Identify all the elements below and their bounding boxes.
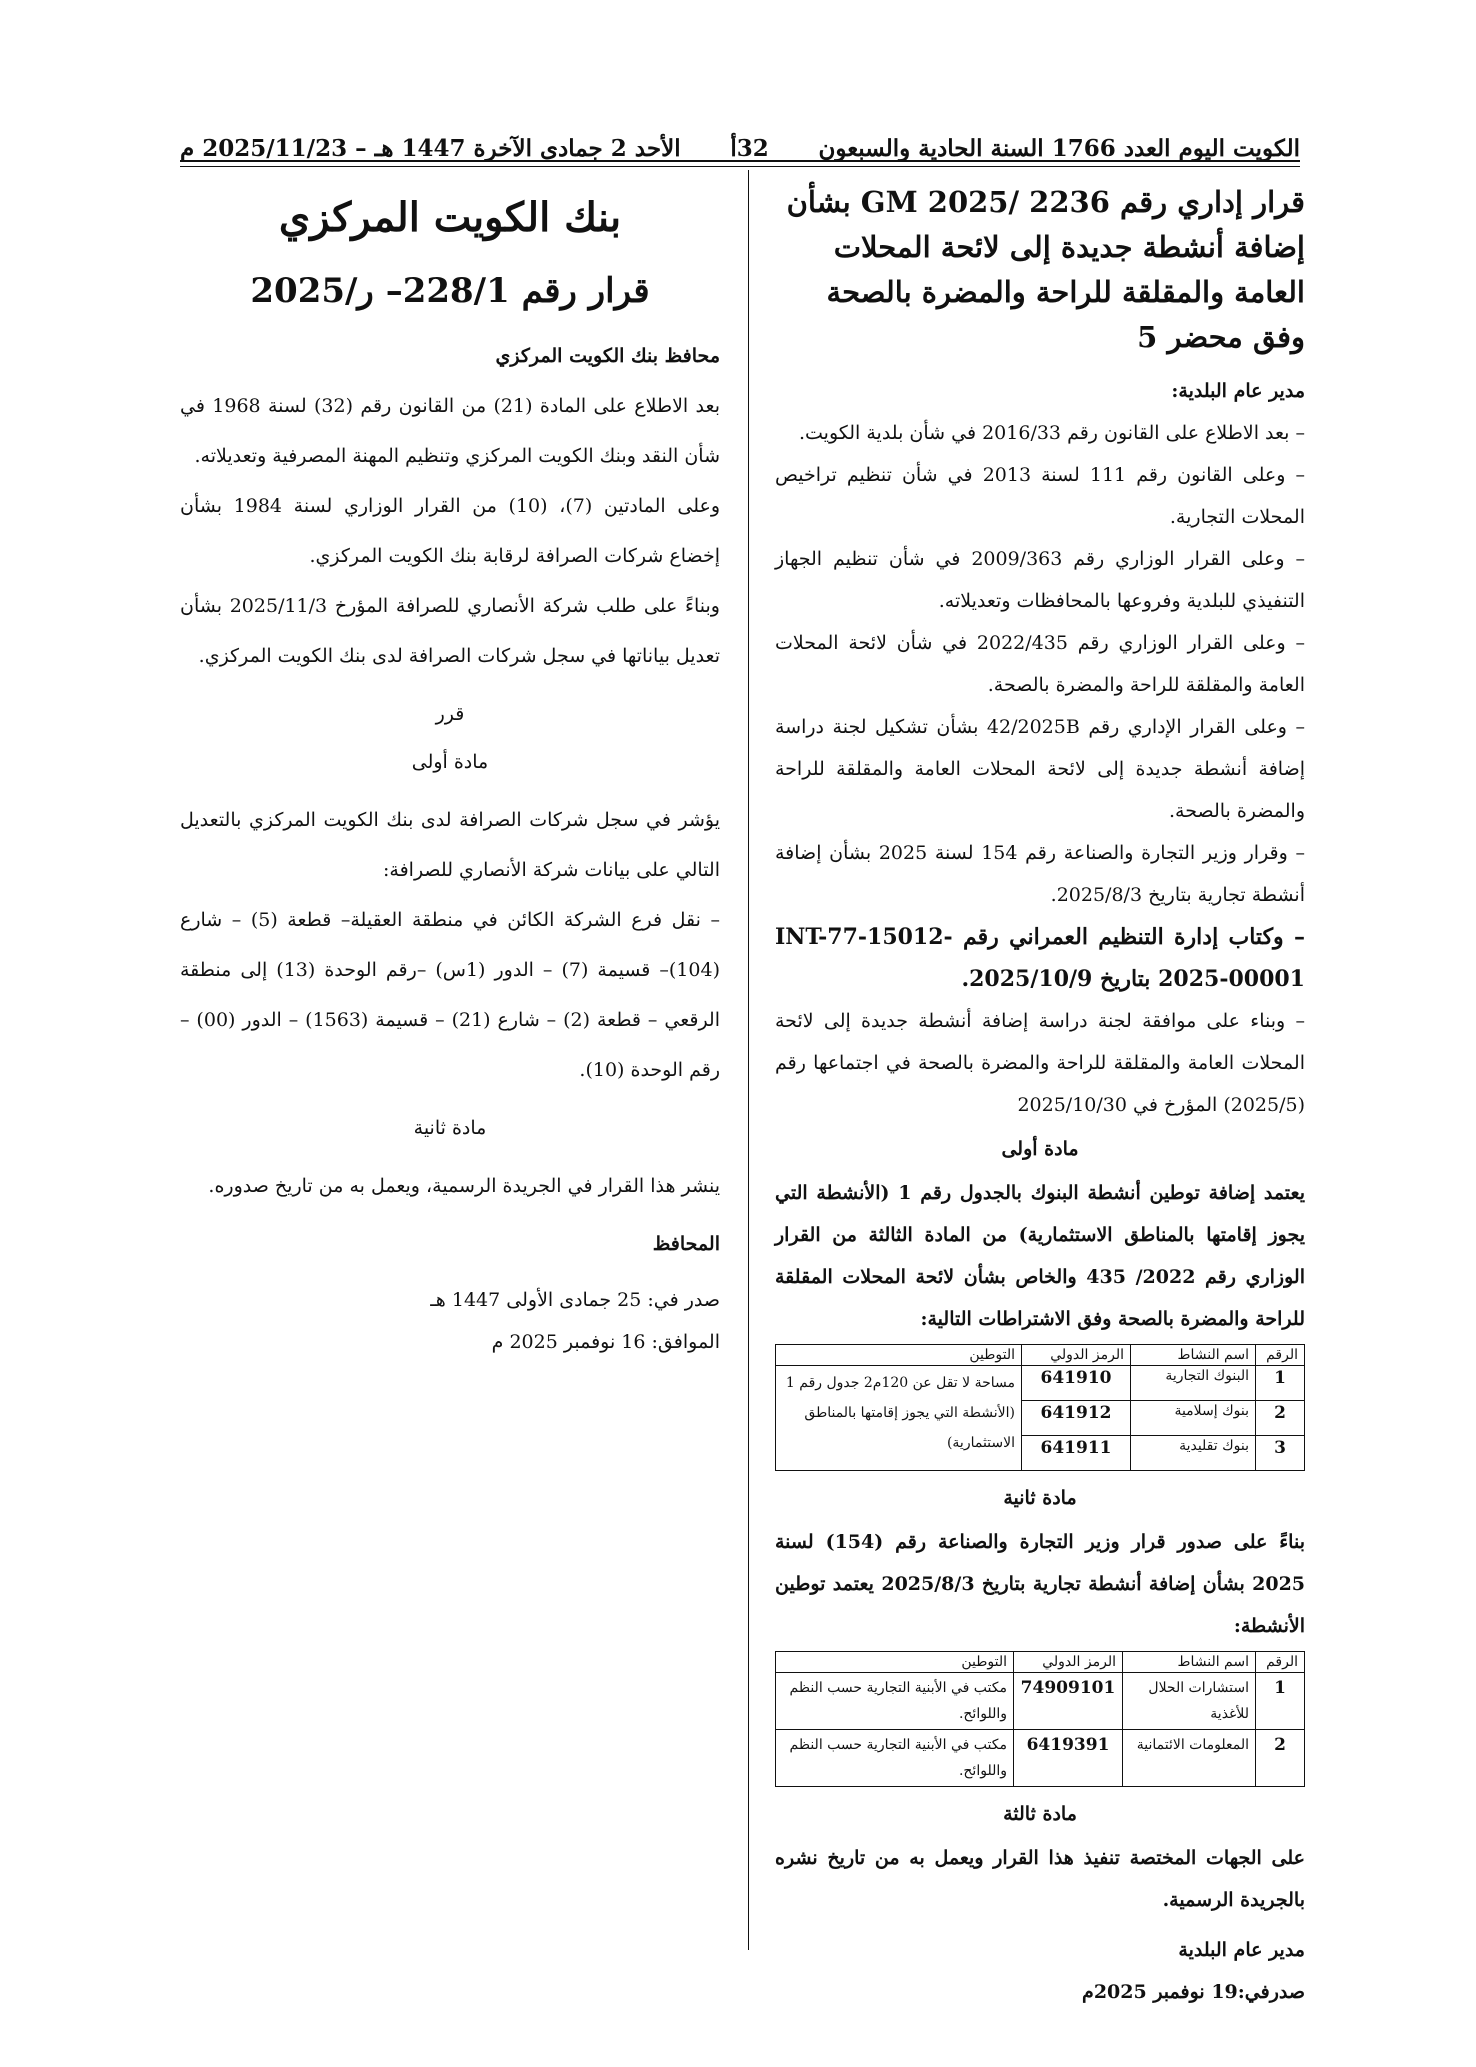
table-cell: 2 — [1256, 1401, 1305, 1436]
table-row — [776, 1730, 1305, 1787]
table-header-row — [776, 1345, 1305, 1366]
table-cell: 3 — [1256, 1436, 1305, 1471]
signature: المحافظ — [652, 1233, 720, 1255]
table-cell: المعلومات الائتمانية — [1123, 1730, 1256, 1787]
table-cell: البنوك التجارية — [1131, 1366, 1256, 1401]
paragraph: وعلى المادتين (7)، (10) من القرار الوزاري لسنة 1984 بشأن إخضاع شركات الصرافة لرقابة بنك الكويت المركزي. — [180, 495, 720, 567]
activities-table-2 — [775, 1651, 1305, 1787]
preamble-item: – وعلى القانون رقم 111 لسنة 2013 في شأن تنظيم تراخيص المحلات التجارية. — [775, 464, 1305, 528]
activities-table-1 — [775, 1344, 1305, 1471]
issue-date-hijri: صدر في: 25 جمادى الأولى 1447 هـ — [430, 1289, 720, 1311]
paragraph: بعد الاطلاع على المادة (21) من القانون رقم (32) لسنة 1968 في شأن النقد وبنك الكويت المركزي وتنظيم المهنة المصرفية وتعديلاته. — [180, 395, 720, 467]
table-cell: بنوك تقليدية — [1131, 1436, 1256, 1471]
table-cell: استشارات الحلال للأغذية — [1123, 1673, 1256, 1730]
table-cell: مكتب في الأبنية التجارية حسب النظم واللوائح. — [776, 1730, 1014, 1787]
header-date: الأحد 2 جمادى الآخرة 1447 هـ – 2025/11/23 م — [180, 135, 681, 162]
issuer-line: مدير عام البلدية: — [1171, 380, 1305, 402]
header-rule-thin — [180, 166, 1300, 167]
article-text: يؤشر في سجل شركات الصرافة لدى بنك الكويت المركزي بالتعديل التالي على بيانات شركة الأنصاري للصرافة: — [180, 809, 720, 881]
preamble-item: – وعلى القرار الإداري رقم 42/2025B بشأن تشكيل لجنة دراسة إضافة أنشطة جديدة إلى لائحة المحلات العامة والمقلقة للراحة والمضرة بالصحة. — [775, 716, 1305, 822]
table-cell-location: مساحة لا تقل عن 120م2 جدول رقم 1 (الأنشطة التي يجوز إقامتها بالمناطق الاستثمارية) — [776, 1366, 1022, 1471]
decided-heading: قرر — [435, 703, 465, 725]
decision-title: قرار إداري رقم GM 2025/ 2236 بشأن إضافة أنشطة جديدة إلى لائحة المحلات العامة والمقلقة للراحة والمضرة بالصحة وفق محضر 5 — [786, 185, 1305, 354]
table-header-cell: الرقم — [1256, 1345, 1305, 1366]
preamble-item: – وقرار وزير التجارة والصناعة رقم 154 لسنة 2025 بشأن إضافة أنشطة تجارية بتاريخ 2025/8/3. — [775, 842, 1305, 906]
table-cell: 2 — [1256, 1730, 1305, 1787]
table-cell: 6419391 — [1014, 1730, 1123, 1787]
preamble-item: – وكتاب إدارة التنظيم العمراني رقم INT-77-15012-2025-00001 بتاريخ 2025/10/9. — [775, 924, 1305, 992]
paragraph: وبناءً على طلب شركة الأنصاري للصرافة المؤرخ 2025/11/3 بشأن تعديل بياناتها في سجل شركات الصرافة لدى بنك الكويت المركزي. — [180, 595, 720, 667]
table-header-cell: التوطين — [776, 1652, 1014, 1673]
left-column — [180, 180, 720, 1367]
issuer-line: محافظ بنك الكويت المركزي — [495, 345, 720, 367]
article-item: – نقل فرع الشركة الكائن في منطقة العقيلة– قطعة (5) – شارع (104)– قسيمة (7) – الدور (1س) –رقم الوحدة (13) إلى منطقة الرقعي – قطعة (2) – شارع (21) – قسيمة (1563) – الدور (00) – رقم الوحدة (10). — [180, 909, 720, 1081]
decision-number: قرار رقم 228/1– ر/2025 — [250, 271, 650, 311]
article-heading: مادة ثانية — [1003, 1487, 1077, 1509]
table-header-cell: الرمز الدولي — [1022, 1345, 1131, 1366]
table-row — [776, 1673, 1305, 1730]
bank-title: بنك الكويت المركزي — [278, 194, 622, 241]
issue-date: صدرفي:19 نوفمبر 2025م — [1082, 1981, 1305, 2003]
article-text: ينشر هذا القرار في الجريدة الرسمية، ويعمل به من تاريخ صدوره. — [208, 1175, 720, 1197]
issue-date-gregorian: الموافق: 16 نوفمبر 2025 م — [491, 1331, 720, 1353]
header-page-number: 32أ — [730, 135, 769, 162]
right-column — [775, 180, 1305, 2013]
preamble-item: – وعلى القرار الوزاري رقم 2022/435 في شأن لائحة المحلات العامة والمقلقة للراحة والمضرة بالصحة. — [775, 632, 1305, 696]
header-rule — [180, 160, 1300, 162]
table-cell: 74909101 — [1014, 1673, 1123, 1730]
article-text: بناءً على صدور قرار وزير التجارة والصناعة رقم (154) لسنة 2025 بشأن إضافة أنشطة تجارية بتاريخ 2025/8/3 يعتمد توطين الأنشطة: — [775, 1531, 1306, 1637]
table-cell: 1 — [1256, 1673, 1305, 1730]
table-header-cell: اسم النشاط — [1123, 1652, 1256, 1673]
preamble-item: – وعلى القرار الوزاري رقم 2009/363 في شأن تنظيم الجهاز التنفيذي للبلدية وفروعها بالمحافظات وتعديلاته. — [775, 548, 1305, 612]
page-header — [180, 118, 1300, 162]
article-text: على الجهات المختصة تنفيذ هذا القرار ويعمل به من تاريخ نشره بالجريدة الرسمية. — [775, 1847, 1305, 1911]
table-cell: 641911 — [1022, 1436, 1131, 1471]
preamble-item: – بعد الاطلاع على القانون رقم 2016/33 في شأن بلدية الكويت. — [798, 422, 1305, 444]
article-heading: مادة أولى — [411, 751, 489, 773]
table-header-cell: اسم النشاط — [1131, 1345, 1256, 1366]
table-cell: مكتب في الأبنية التجارية حسب النظم واللوائح. — [776, 1673, 1014, 1730]
table-cell: 641910 — [1022, 1366, 1131, 1401]
table-cell: 1 — [1256, 1366, 1305, 1401]
article-text: يعتمد إضافة توطين أنشطة البنوك بالجدول رقم 1 (الأنشطة التي يجوز إقامتها بالمناطق الاستثمارية) من المادة الثالثة من القرار الوزاري رقم 2022/ 435 والخاص بشأن لائحة المحلات المقلقة للراحة والمضرة بالصحة وفق الاشتراطات التالية: — [775, 1182, 1305, 1330]
signature: مدير عام البلدية — [1178, 1939, 1305, 1961]
table-cell: 641912 — [1022, 1401, 1131, 1436]
column-divider — [748, 170, 749, 1950]
table-header-cell: الرقم — [1256, 1652, 1305, 1673]
table-header-cell: التوطين — [776, 1345, 1022, 1366]
table-header-row — [776, 1652, 1305, 1673]
preamble-item: – وبناء على موافقة لجنة دراسة إضافة أنشطة جديدة إلى لائحة المحلات العامة والمقلقة للراحة والمضرة بالصحة في اجتماعها رقم (2025/5) المؤرخ في 2025/10/30 — [775, 1010, 1305, 1116]
table-header-cell: الرمز الدولي — [1014, 1652, 1123, 1673]
table-row — [776, 1366, 1305, 1401]
article-heading: مادة أولى — [1001, 1138, 1079, 1160]
header-issue-info: الكويت اليوم العدد 1766 السنة الحادية والسبعون — [818, 135, 1300, 162]
table-cell: بنوك إسلامية — [1131, 1401, 1256, 1436]
article-heading: مادة ثانية — [413, 1117, 487, 1139]
article-heading: مادة ثالثة — [1003, 1803, 1077, 1825]
